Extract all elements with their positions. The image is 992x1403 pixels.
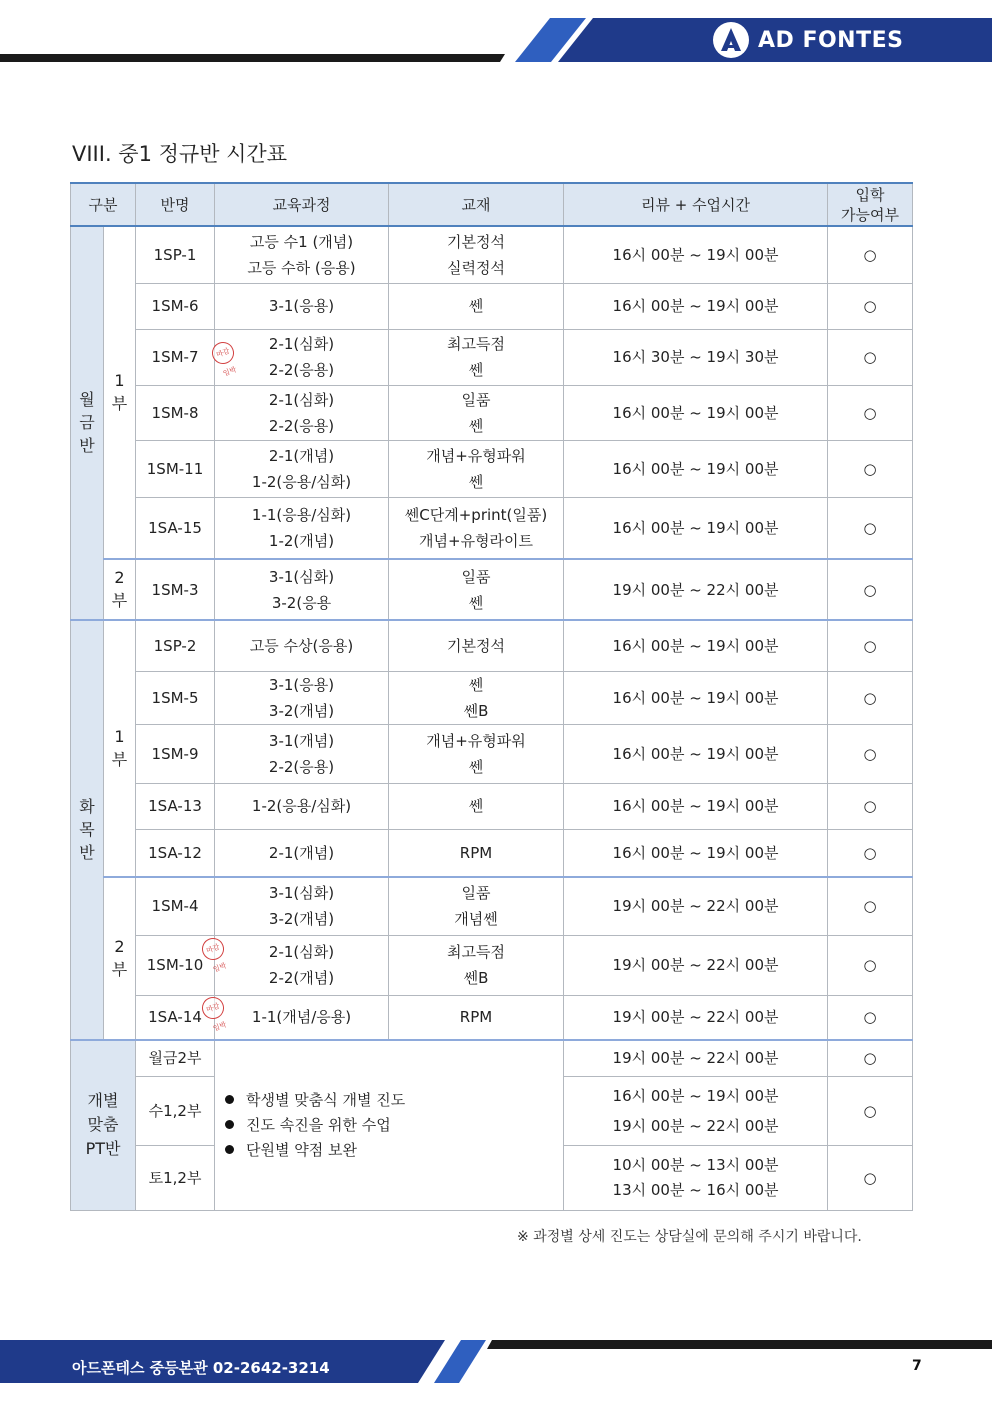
course-cell: 3-1(심화) 3-2(개념) — [215, 877, 389, 935]
class-name: 1SA-12 — [136, 829, 215, 877]
logo-mark-icon — [712, 21, 750, 59]
col-header-group: 구분 — [71, 183, 136, 226]
col-header-time: 리뷰 + 수업시간 — [564, 183, 828, 226]
closing-soon-stamp: 마감임박 — [199, 934, 227, 962]
time-cell: 16시 00분 ~ 19시 00분 — [564, 620, 828, 671]
col-header-class: 반명 — [136, 183, 215, 226]
group-pt: 개별 맞춤 PT반 — [71, 1040, 136, 1210]
table-row — [71, 329, 913, 385]
group-tue-thu: 화 목 반 — [71, 620, 104, 1040]
book-cell: 개념+유형파워 쎈 — [389, 440, 564, 497]
time-cell: 16시 30분 ~ 19시 30분 — [564, 329, 828, 385]
course-cell: 1-2(응용/심화) — [215, 783, 389, 829]
course-cell: 3-1(개념) 2-2(응용) — [215, 724, 389, 783]
pt-feature-list — [215, 1040, 564, 1210]
logo-text: AD FONTES — [758, 27, 904, 53]
brand-logo — [712, 20, 903, 60]
time-cell: 10시 00분 ~ 13시 00분 13시 00분 ~ 16시 00분 — [564, 1145, 828, 1210]
list-item: 학생별 맞춤식 개별 진도 — [225, 1088, 563, 1113]
bullet-icon — [225, 1145, 234, 1154]
availability-cell: ○ — [828, 497, 913, 559]
time-cell: 16시 00분 ~ 19시 00분 — [564, 829, 828, 877]
book-cell: 기본정석 — [389, 620, 564, 671]
time-cell: 16시 00분 ~ 19시 00분 — [564, 783, 828, 829]
table-row — [71, 226, 913, 283]
course-cell: 1-1(응용/심화) 1-2(개념) — [215, 497, 389, 559]
time-cell: 19시 00분 ~ 22시 00분 — [564, 935, 828, 995]
part-1-label: 1 부 — [104, 226, 136, 559]
class-name: 1SM-7 마감임박 — [136, 329, 215, 385]
col-header-book: 교재 — [389, 183, 564, 226]
class-name: 1SP-2 — [136, 620, 215, 671]
book-cell: 쎈 — [389, 783, 564, 829]
course-cell: 3-1(응용) — [215, 283, 389, 329]
table-row — [71, 559, 913, 620]
availability-cell: ○ — [828, 226, 913, 283]
class-name: 1SM-4 — [136, 877, 215, 935]
part-1-label: 1 부 — [104, 620, 136, 877]
class-name: 1SM-10 마감임박 — [136, 935, 215, 995]
time-cell: 19시 00분 ~ 22시 00분 — [564, 1040, 828, 1076]
time-cell: 16시 00분 ~ 19시 00분 — [564, 226, 828, 283]
book-cell: RPM — [389, 995, 564, 1040]
table-header-row — [71, 183, 913, 226]
course-cell: 고등 수1 (개념) 고등 수하 (응용) — [215, 226, 389, 283]
class-name: 월금2부 — [136, 1040, 215, 1076]
table-row — [71, 935, 913, 995]
closing-soon-stamp: 마감임박 — [209, 338, 237, 366]
time-cell: 19시 00분 ~ 22시 00분 — [564, 559, 828, 620]
col-header-course: 교육과정 — [215, 183, 389, 226]
availability-cell: ○ — [828, 559, 913, 620]
availability-cell: ○ — [828, 329, 913, 385]
book-cell: 쎈 — [389, 283, 564, 329]
book-cell: 일품 쎈 — [389, 559, 564, 620]
class-name: 1SP-1 — [136, 226, 215, 283]
time-cell: 19시 00분 ~ 22시 00분 — [564, 877, 828, 935]
table-row — [71, 829, 913, 877]
class-name: 1SA-14 마감임박 — [136, 995, 215, 1040]
availability-cell: ○ — [828, 935, 913, 995]
class-name: 1SA-15 — [136, 497, 215, 559]
time-cell: 16시 00분 ~ 19시 00분 — [564, 283, 828, 329]
availability-cell: ○ — [828, 283, 913, 329]
list-item: 단원별 약점 보완 — [225, 1138, 563, 1163]
course-cell: 2-1(심화) 2-2(개념) — [215, 935, 389, 995]
class-name: 1SM-9 — [136, 724, 215, 783]
book-cell: 최고득점 쎈 — [389, 329, 564, 385]
course-cell: 1-1(개념/응용) — [215, 995, 389, 1040]
book-cell: 쎈 쎈B — [389, 671, 564, 724]
book-cell: 일품 쎈 — [389, 385, 564, 440]
availability-cell: ○ — [828, 440, 913, 497]
time-cell: 16시 00분 ~ 19시 00분 19시 00분 ~ 22시 00분 — [564, 1076, 828, 1145]
table-row — [71, 497, 913, 559]
list-item: 진도 속진을 위한 수업 — [225, 1113, 563, 1138]
table-row — [71, 385, 913, 440]
course-cell: 3-1(응용) 3-2(개념) — [215, 671, 389, 724]
availability-cell: ○ — [828, 829, 913, 877]
table-row — [71, 440, 913, 497]
course-cell: 2-1(개념) — [215, 829, 389, 877]
bullet-icon — [225, 1095, 234, 1104]
class-name: 1SM-8 — [136, 385, 215, 440]
course-cell: 2-1(심화) 2-2(응용) — [215, 385, 389, 440]
availability-cell: ○ — [828, 385, 913, 440]
course-cell: 2-1(개념) 1-2(응용/심화) — [215, 440, 389, 497]
time-cell: 16시 00분 ~ 19시 00분 — [564, 671, 828, 724]
availability-cell: ○ — [828, 620, 913, 671]
table-row — [71, 995, 913, 1040]
time-cell: 19시 00분 ~ 22시 00분 — [564, 995, 828, 1040]
book-cell: 최고득점 쎈B — [389, 935, 564, 995]
class-name: 1SA-13 — [136, 783, 215, 829]
class-name: 1SM-5 — [136, 671, 215, 724]
availability-cell: ○ — [828, 1145, 913, 1210]
time-cell: 16시 00분 ~ 19시 00분 — [564, 497, 828, 559]
bullet-icon — [225, 1120, 234, 1129]
time-cell: 16시 00분 ~ 19시 00분 — [564, 385, 828, 440]
page-title: VIII. 중1 정규반 시간표 — [72, 142, 288, 166]
col-header-availability: 입학 가능여부 — [828, 183, 913, 226]
table-row — [71, 783, 913, 829]
time-cell: 16시 00분 ~ 19시 00분 — [564, 440, 828, 497]
class-name: 토1,2부 — [136, 1145, 215, 1210]
table-row — [71, 620, 913, 671]
book-cell: 개념+유형파워 쎈 — [389, 724, 564, 783]
class-name: 수1,2부 — [136, 1076, 215, 1145]
book-cell: 일품 개념쎈 — [389, 877, 564, 935]
availability-cell: ○ — [828, 1040, 913, 1076]
time-cell: 16시 00분 ~ 19시 00분 — [564, 724, 828, 783]
availability-cell: ○ — [828, 995, 913, 1040]
book-cell: 쎈C단계+print(일품) 개념+유형라이트 — [389, 497, 564, 559]
table-row — [71, 671, 913, 724]
table-row — [71, 877, 913, 935]
closing-soon-stamp: 마감임박 — [199, 993, 227, 1021]
course-cell: 3-1(심화) 3-2(응용 — [215, 559, 389, 620]
course-cell: 고등 수상(응용) — [215, 620, 389, 671]
footer-contact: 아드폰테스 중등본관 02-2642-3214 — [72, 1359, 330, 1377]
book-cell: RPM — [389, 829, 564, 877]
part-2-label: 2 부 — [104, 559, 136, 620]
table-row — [71, 283, 913, 329]
book-cell: 기본정석 실력정석 — [389, 226, 564, 283]
class-name: 1SM-11 — [136, 440, 215, 497]
table-row — [71, 1040, 913, 1076]
availability-cell: ○ — [828, 671, 913, 724]
availability-cell: ○ — [828, 724, 913, 783]
footnote: ※ 과정별 상세 진도는 상담실에 문의해 주시기 바랍니다. — [517, 1229, 862, 1245]
class-name: 1SM-3 — [136, 559, 215, 620]
course-cell: 2-1(심화) 2-2(응용) — [215, 329, 389, 385]
class-name: 1SM-6 — [136, 283, 215, 329]
page-number: 7 — [912, 1358, 922, 1374]
availability-cell: ○ — [828, 877, 913, 935]
part-2-label: 2 부 — [104, 877, 136, 1040]
table-row — [71, 724, 913, 783]
group-mon-fri: 월 금 반 — [71, 226, 104, 620]
timetable — [70, 182, 913, 1211]
availability-cell: ○ — [828, 1076, 913, 1145]
availability-cell: ○ — [828, 783, 913, 829]
